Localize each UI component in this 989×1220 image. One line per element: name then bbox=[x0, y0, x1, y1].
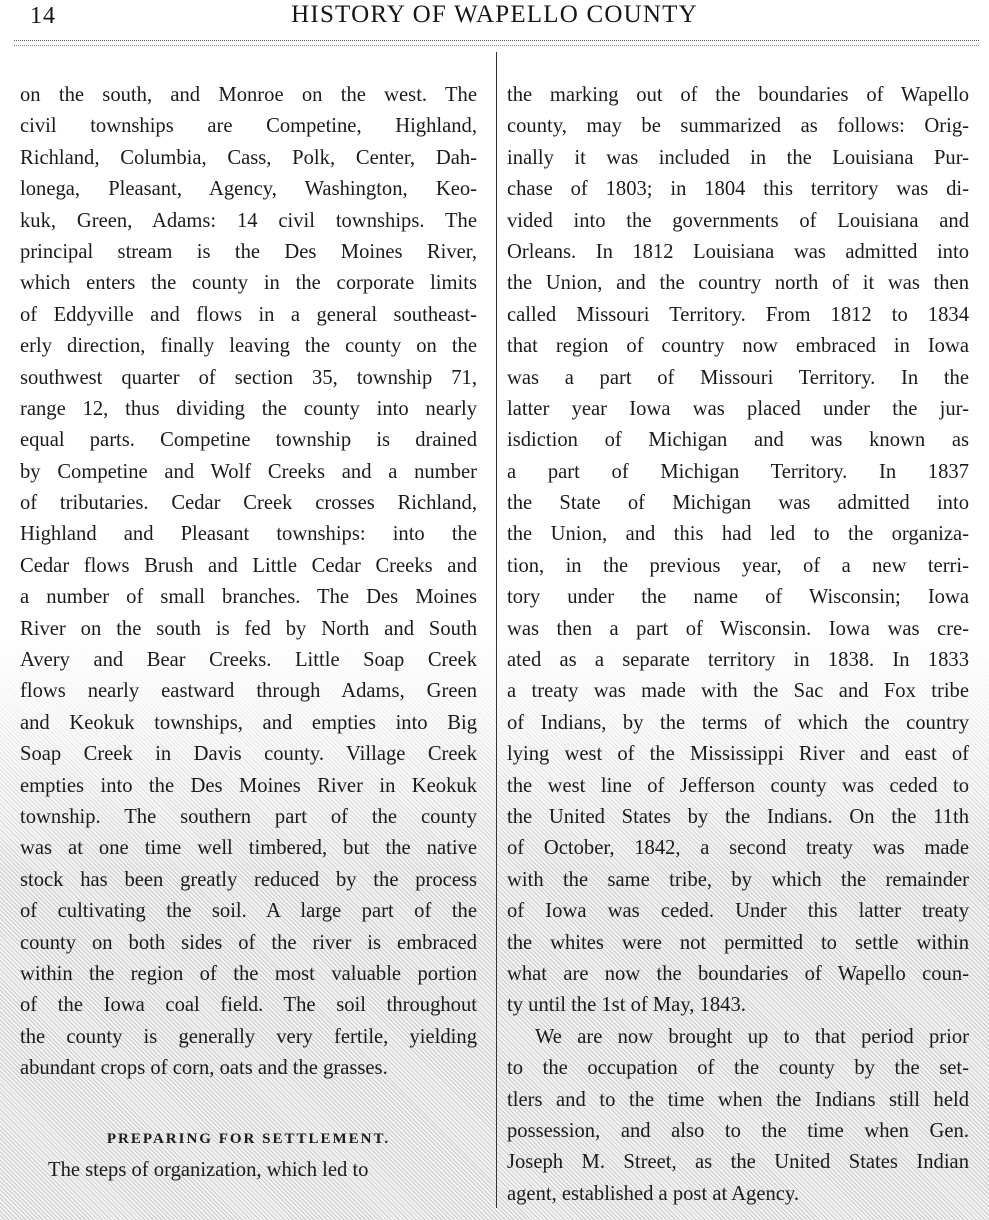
text-line: the west line of Jefferson county was ceded to bbox=[507, 774, 969, 797]
text-line: Cedar flows Brush and Little Cedar Creeks and bbox=[20, 554, 477, 577]
text-line: lying west of the Mississippi River and east of bbox=[507, 743, 969, 766]
column-divider bbox=[496, 52, 497, 1208]
text-line: the Union, and the country north of it was then bbox=[507, 272, 969, 295]
text-line: erly direction, finally leaving the county on the bbox=[20, 335, 477, 358]
section-spacer bbox=[20, 1085, 477, 1116]
text-line: chase of 1803; in 1804 this territory was di- bbox=[507, 178, 969, 201]
text-line: of the Iowa coal field. The soil throughout bbox=[20, 994, 477, 1017]
text-line: of cultivating the soil. A large part of the bbox=[20, 900, 477, 923]
text-line: Orleans. In 1812 Louisiana was admitted into bbox=[507, 240, 969, 263]
text-line: that region of country now embraced in Iowa bbox=[507, 335, 969, 358]
text-line: what are now the boundaries of Wapello coun- bbox=[507, 962, 969, 985]
text-line: county on both sides of the river is embraced bbox=[20, 931, 477, 954]
text-line: kuk, Green, Adams: 14 civil townships. The bbox=[20, 209, 477, 232]
text-line: within the region of the most valuable portion bbox=[20, 962, 477, 985]
text-line: We are now brought up to that period prior bbox=[535, 1025, 969, 1048]
text-line: River on the south is fed by North and South bbox=[20, 617, 477, 640]
right-column bbox=[507, 80, 969, 1210]
text-line: of October, 1842, a second treaty was made bbox=[507, 837, 969, 860]
text-line: the whites were not permitted to settle within bbox=[507, 931, 969, 954]
text-line: possession, and also to the time when Gen. bbox=[507, 1119, 969, 1142]
text-line: Joseph M. Street, as the United States Indian bbox=[507, 1151, 969, 1174]
left-column bbox=[20, 80, 477, 1187]
text-line: of Eddyville and flows in a general southeast- bbox=[20, 303, 477, 326]
text-line: Richland, Columbia, Cass, Polk, Center, Dah- bbox=[20, 146, 477, 169]
text-line: to the occupation of the county by the set- bbox=[507, 1057, 969, 1080]
text-line: ty until the 1st of May, 1843. bbox=[507, 994, 746, 1017]
text-line: county, may be summarized as follows: Orig- bbox=[507, 115, 969, 138]
page-header bbox=[0, 0, 989, 36]
text-line: was at one time well timbered, but the native bbox=[20, 837, 477, 860]
text-line: of Indians, by the terms of which the country bbox=[507, 711, 969, 734]
text-line: was then a part of Wisconsin. Iowa was cre- bbox=[507, 617, 969, 640]
text-line: isdiction of Michigan and was known as bbox=[507, 429, 969, 452]
text-line: the Union, and this had led to the organiza- bbox=[507, 523, 969, 546]
text-line: agent, established a post at Agency. bbox=[507, 1182, 800, 1205]
page-number: 14 bbox=[30, 3, 56, 29]
text-line: called Missouri Territory. From 1812 to 1834 bbox=[507, 303, 969, 326]
text-line: Soap Creek in Davis county. Village Creek bbox=[20, 743, 477, 766]
text-line: by Competine and Wolf Creeks and a number bbox=[20, 460, 477, 483]
text-line: a part of Michigan Territory. In 1837 bbox=[507, 460, 969, 483]
text-line: which enters the county in the corporate limits bbox=[20, 272, 477, 295]
text-line: and Keokuk townships, and empties into Big bbox=[20, 711, 477, 734]
text-line: Highland and Pleasant townships: into the bbox=[20, 523, 477, 546]
text-line: The steps of organization, which led to bbox=[48, 1159, 369, 1182]
text-line: the United States by the Indians. On the 11th bbox=[507, 805, 969, 828]
text-line: a number of small branches. The Des Moines bbox=[20, 586, 477, 609]
running-head: HISTORY OF WAPELLO COUNTY bbox=[291, 1, 698, 28]
text-line: tion, in the previous year, of a new terri- bbox=[507, 554, 969, 577]
text-line: abundant crops of corn, oats and the grasses. bbox=[20, 1057, 388, 1080]
text-line: with the same tribe, by which the remainder bbox=[507, 868, 969, 891]
text-line: latter year Iowa was placed under the jur- bbox=[507, 397, 969, 420]
text-line: principal stream is the Des Moines River, bbox=[20, 240, 477, 263]
text-line: the marking out of the boundaries of Wapello bbox=[507, 84, 969, 106]
text-line: tlers and to the time when the Indians still held bbox=[507, 1088, 969, 1111]
text-line: a treaty was made with the Sac and Fox tribe bbox=[507, 680, 969, 703]
text-line: range 12, thus dividing the county into nearly bbox=[20, 397, 477, 420]
text-line: lonega, Pleasant, Agency, Washington, Keo- bbox=[20, 178, 477, 201]
text-line: tory under the name of Wisconsin; Iowa bbox=[507, 586, 969, 609]
text-line: equal parts. Competine township is drained bbox=[20, 429, 477, 452]
text-line: stock has been greatly reduced by the process bbox=[20, 868, 477, 891]
section-heading: PREPARING FOR SETTLEMENT. bbox=[106, 1130, 391, 1147]
text-line: on the south, and Monroe on the west. The bbox=[20, 84, 477, 106]
text-line: the State of Michigan was admitted into bbox=[507, 492, 969, 515]
header-rule bbox=[14, 40, 979, 46]
text-line: ated as a separate territory in 1838. In 1833 bbox=[507, 649, 969, 672]
text-line: vided into the governments of Louisiana and bbox=[507, 209, 969, 232]
text-line: inally it was included in the Louisiana Pur- bbox=[507, 146, 969, 169]
text-line: township. The southern part of the county bbox=[20, 805, 477, 828]
text-line: southwest quarter of section 35, township 71, bbox=[20, 366, 477, 389]
text-line: of Iowa was ceded. Under this latter treaty bbox=[507, 900, 969, 923]
text-line: of tributaries. Cedar Creek crosses Richland, bbox=[20, 492, 477, 515]
text-line: empties into the Des Moines River in Keokuk bbox=[20, 774, 477, 797]
text-line: Avery and Bear Creeks. Little Soap Creek bbox=[20, 649, 477, 672]
text-line: civil townships are Competine, Highland, bbox=[20, 115, 477, 138]
text-line: flows nearly eastward through Adams, Green bbox=[20, 680, 477, 703]
text-line: the county is generally very fertile, yielding bbox=[20, 1025, 477, 1048]
text-line: was a part of Missouri Territory. In the bbox=[507, 366, 969, 389]
